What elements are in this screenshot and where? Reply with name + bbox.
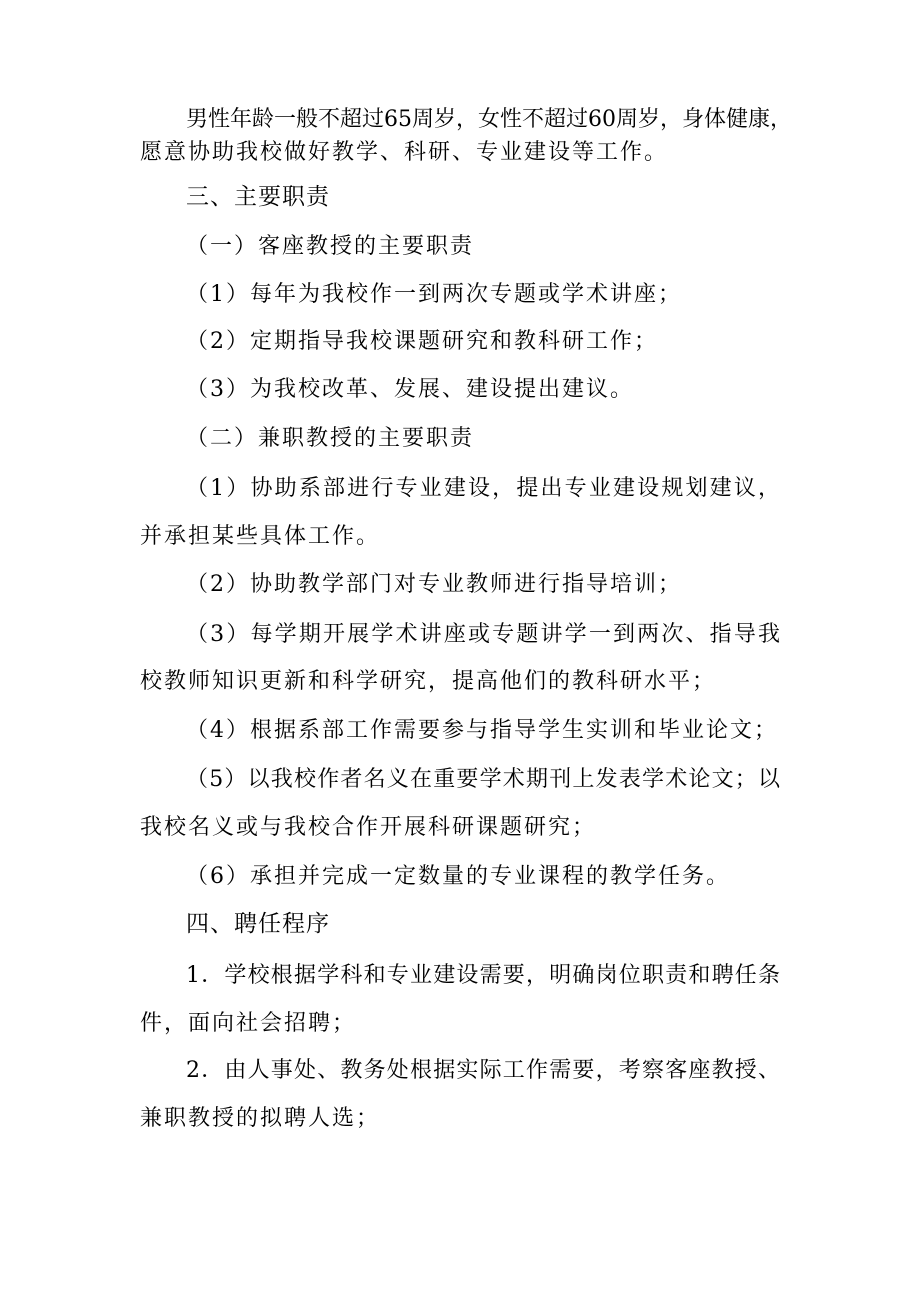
section-heading: 三、主要职责 bbox=[186, 184, 330, 210]
paragraph-line: 校教师知识更新和科学研究，提高他们的教科研水平； bbox=[140, 669, 717, 694]
paragraph-line: 男性年龄一般不超过65周岁，女性不超过60周岁，身体健康， bbox=[186, 107, 792, 132]
paragraph-line: 并承担某些具体工作。 bbox=[140, 524, 381, 549]
paragraph-line: 件，面向社会招聘； bbox=[140, 1011, 357, 1036]
list-item: （6）承担并完成一定数量的专业课程的教学任务。 bbox=[186, 864, 730, 889]
list-item: （5）以我校作者名义在重要学术期刊上发表学术论文；以 bbox=[186, 767, 780, 792]
list-item: （3）为我校改革、发展、建设提出建议。 bbox=[186, 377, 634, 402]
list-item: （1）每年为我校作一到两次专题或学术讲座； bbox=[186, 282, 682, 307]
list-item: （2）协助教学部门对专业教师进行指导培训； bbox=[186, 572, 682, 597]
paragraph-line: 兼职教授的拟聘人选； bbox=[140, 1106, 381, 1131]
subsection-heading: （一）客座教授的主要职责 bbox=[186, 234, 475, 259]
paragraph-line: 我校名义或与我校合作开展科研课题研究； bbox=[140, 815, 597, 840]
list-item: 1．学校根据学科和专业建设需要，明确岗位职责和聘任条 bbox=[186, 963, 780, 988]
subsection-heading: （二）兼职教授的主要职责 bbox=[186, 426, 475, 451]
list-item: （1）协助系部进行专业建设，提出专业建设规划建议， bbox=[186, 476, 780, 501]
list-item: （4）根据系部工作需要参与指导学生实训和毕业论文； bbox=[186, 718, 778, 743]
list-item: 2．由人事处、教务处根据实际工作需要，考察客座教授、 bbox=[186, 1058, 780, 1083]
paragraph-line: 愿意协助我校做好教学、科研、专业建设等工作。 bbox=[140, 140, 669, 165]
section-heading: 四、聘任程序 bbox=[186, 911, 330, 937]
list-item: （3）每学期开展学术讲座或专题讲学一到两次、指导我 bbox=[186, 622, 780, 647]
list-item: （2）定期指导我校课题研究和教科研工作； bbox=[186, 329, 658, 354]
